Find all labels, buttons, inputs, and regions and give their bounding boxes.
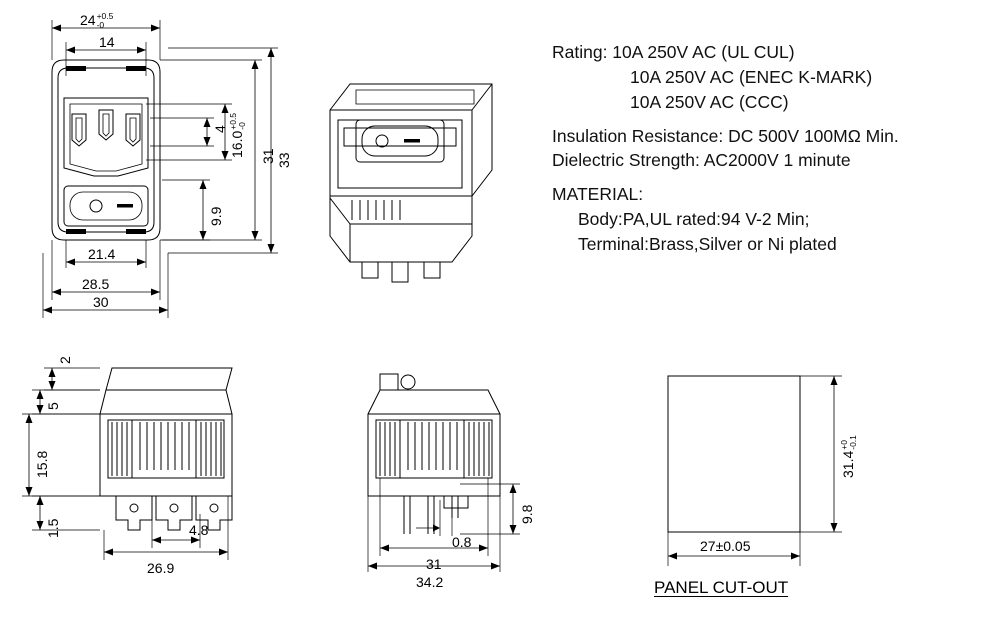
dim-cutout-height-tol-top: +0	[839, 440, 850, 450]
dim-inner-width: 14	[99, 34, 115, 50]
spec-line-insulation-resistance: Insulation Resistance: DC 500V 100MΩ Min.	[552, 125, 899, 146]
specification-text	[552, 40, 992, 257]
spec-line-rating-1: Rating: 10A 250V AC (UL CUL)	[552, 42, 795, 62]
dim-switch-offset: 9.9	[208, 206, 224, 226]
dim-width-21-4: 21.4	[88, 246, 116, 262]
dim-cutout-height: 31.4 +0 -0.1	[839, 435, 859, 478]
spec-line-material-body: Body:PA,UL rated:94 V-2 Min;	[578, 209, 810, 230]
dim-pin-span-tol-bottom: -0	[237, 122, 248, 130]
dim-pin-height: 9.8	[519, 504, 535, 524]
spec-line-dielectric-strength: Dielectric Strength: AC2000V 1 minute	[552, 150, 851, 171]
dim-cutout-height-tol-bottom: -0.1	[848, 435, 859, 450]
dim-overall-width-tol-bottom: -0	[96, 20, 105, 31]
dim-pin-span-tol-top: +0.5	[228, 112, 239, 130]
dim-terminal-pitch: 4.8	[189, 522, 209, 538]
dim-body-depth: 15.8	[34, 450, 50, 478]
dim-pin-span: 16.0 +0.5 -0	[228, 112, 248, 158]
dim-width-34-2: 34.2	[416, 574, 444, 590]
dim-overall-width: 24 +0.5 -0	[80, 11, 114, 31]
dim-height-inner: 31	[260, 148, 276, 164]
spec-line-material-terminal: Terminal:Brass,Silver or Ni plated	[578, 233, 837, 254]
dim-cutout-width: 27±0.05	[700, 538, 751, 554]
dim-height-outer: 33	[276, 152, 292, 168]
spec-line-rating-2: 10A 250V AC (ENEC K-MARK)	[630, 66, 873, 87]
dim-pin-thickness: 0.8	[452, 534, 472, 550]
dim-pin-pitch: 4	[212, 125, 228, 133]
panel-cutout-caption: PANEL CUT-OUT	[654, 578, 789, 597]
spec-line-material-heading: MATERIAL:	[552, 184, 644, 205]
dim-terminal: 1.5	[45, 518, 61, 538]
dim-width-28-5: 28.5	[82, 276, 110, 292]
dim-bezel: 5	[45, 402, 61, 410]
spec-line-rating-3: 10A 250V AC (CCC)	[630, 91, 789, 112]
dim-width-30: 30	[93, 294, 109, 310]
dim-overall-width-tol-top: +0.5	[96, 11, 114, 22]
dim-width-31: 31	[426, 556, 442, 572]
dim-lever: 2	[57, 356, 73, 364]
dim-body-width: 26.9	[147, 560, 175, 576]
